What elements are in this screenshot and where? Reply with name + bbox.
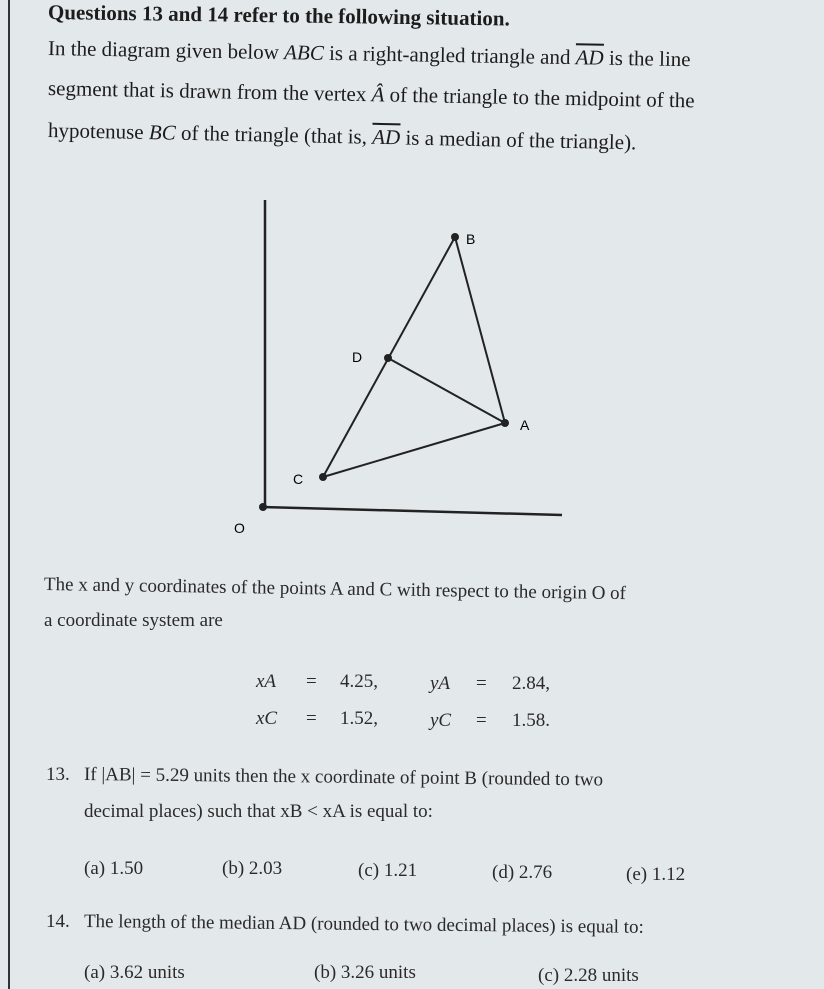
xc-value: 1.52, [340,708,378,729]
origin-point [259,503,267,511]
ya-value: 2.84, [512,673,550,694]
x-axis [262,507,562,515]
label-c: C [293,471,304,487]
label-o: O [234,520,245,536]
text: segment that is drawn from the vertex [47,76,367,107]
label-b: B [466,231,476,247]
text: In the diagram given below [47,36,280,65]
segment-ad: $\overline{AD}$ [575,45,604,70]
yc-value: 1.58. [512,710,550,731]
var: yA [430,673,451,694]
coords-intro-2: a coordinate system are [44,610,223,631]
point-b [451,233,459,241]
side-ca [323,423,505,477]
text: of the triangle to the midpoint of the [389,82,695,113]
xa-label [256,671,276,693]
eq: = [306,708,317,729]
segment-ad: $\overline{AD}$ [371,124,401,150]
text: hypotenuse [47,118,144,145]
text: is a right-angled triangle and [328,40,571,70]
q14-option-a[interactable]: (a) 3.62 units [84,962,185,983]
q13-option-c[interactable]: (c) 1.21 [358,860,418,881]
q13-line-1: If |AB| = 5.29 units then the x coordinate of point B (rounded to two [83,764,604,791]
q14-number: 14. [46,911,70,932]
section-header: Questions 13 and 14 refer to the following situation. [47,0,510,31]
coords-intro-1: The x and y coordinates of the points A and C with respect to the origin O of [43,574,627,605]
vertex-a: Â [371,82,385,107]
eq: = [306,671,317,692]
label-a: A [520,417,530,433]
point-c [319,473,327,481]
q14-line-1: The length of the median AD (rounded to two decimal places) is equal to: [83,911,644,938]
q13-number: 13. [46,764,70,785]
yc-label [430,710,451,732]
q14-option-b[interactable]: (b) 3.26 units [314,962,416,983]
var: xA [256,671,277,692]
var: yC [430,710,452,731]
xc-label [256,708,277,730]
xa-value: 4.25, [340,671,378,692]
q13-line-2: decimal places) such that xB < xA is equal to: [84,801,433,822]
q13-option-d[interactable]: (d) 2.76 [492,862,553,883]
side-ba [455,237,505,423]
eq: = [476,673,487,694]
eq: = [476,710,487,731]
text: is a median of the triangle). [405,125,637,155]
point-d [384,354,392,362]
triangle-name: ABC [283,40,325,65]
q14-option-c[interactable]: (c) 2.28 units [538,965,639,986]
label-d: D [352,349,363,365]
segment-bc: BC [148,120,176,145]
text: of the triangle (that is, [180,120,368,149]
q13-option-a[interactable]: (a) 1.50 [84,858,144,879]
var: xC [256,708,278,729]
q13-option-e[interactable]: (e) 1.12 [626,864,686,885]
point-a [501,419,509,427]
text: is the line [608,45,691,72]
q13-option-b[interactable]: (b) 2.03 [222,858,283,879]
ya-label [430,673,450,695]
median-ad [388,358,505,423]
